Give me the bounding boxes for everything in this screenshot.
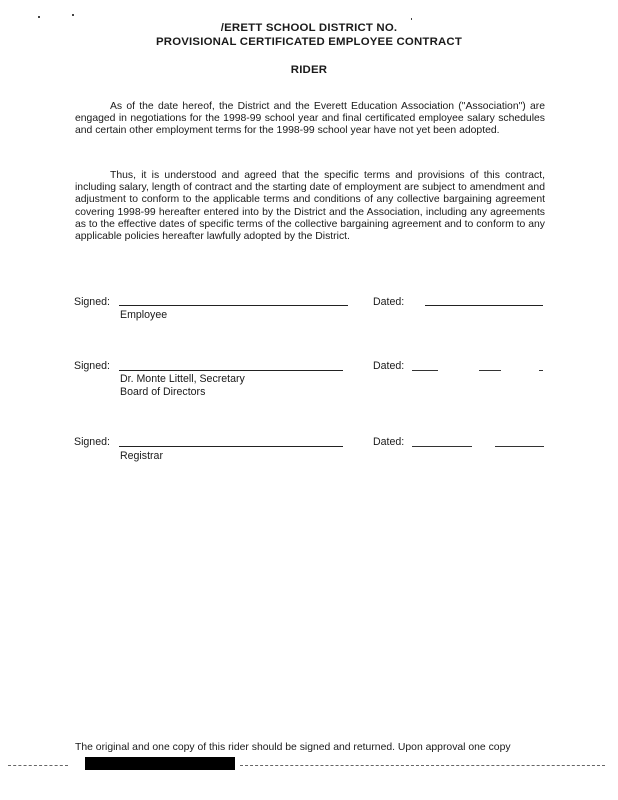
scan-speck <box>38 16 40 18</box>
dated-label: Dated: <box>373 296 405 308</box>
rider-heading: RIDER <box>290 64 328 76</box>
date-line-segment <box>479 370 501 371</box>
date-line-segment <box>495 446 544 447</box>
secretary-signer-org: Board of Directors <box>120 386 206 398</box>
signed-label: Signed: <box>74 360 110 372</box>
registrar-signer-title: Registrar <box>120 450 163 462</box>
date-line-segment <box>412 370 438 371</box>
employee-signature-line[interactable] <box>119 305 348 306</box>
district-title: /ERETT SCHOOL DISTRICT NO. <box>220 22 398 34</box>
scan-speck <box>72 14 74 16</box>
date-line-segment <box>412 446 472 447</box>
date-line-segment <box>539 370 543 371</box>
registrar-signature-line[interactable] <box>119 446 343 447</box>
scan-speck <box>411 18 412 20</box>
contract-title: PROVISIONAL CERTIFICATED EMPLOYEE CONTRACT <box>155 36 463 48</box>
dated-label: Dated: <box>373 436 405 448</box>
footer-instructions: The original and one copy of this rider should be signed and returned. Upon approval one copy <box>75 742 511 753</box>
scan-edge-artifact <box>240 765 605 766</box>
employee-date-line[interactable] <box>425 305 543 306</box>
secretary-signature-line[interactable] <box>119 370 343 371</box>
signed-label: Signed: <box>74 436 110 448</box>
secretary-signer-title: Dr. Monte Littell, Secretary <box>120 373 245 385</box>
dated-label: Dated: <box>373 360 405 372</box>
scan-edge-artifact <box>8 765 68 766</box>
signed-label: Signed: <box>74 296 110 308</box>
terms-paragraph: Thus, it is understood and agreed that the specific terms and provisions of this contract, including salary, length of contract and the starting date of employment are subject to amendment and adjustment to conform to the applicable terms and conditions of any collective bargaining agreement covering 1998-99 hereafter entered into by the District and the Association, including any agreements as to the effective dates of specific terms of the collective bargaining agreement and to conform to any applicable policies hereafter lawfully adopted by the District. <box>75 170 545 243</box>
employee-signer-title: Employee <box>120 309 168 321</box>
negotiation-paragraph: As of the date hereof, the District and the Everett Education Association ("Association") are engaged in negotiations for the 1998-99 school year and final certificated employee salary schedules and certain other employment terms for the 1998-99 school year have not yet been adopted. <box>75 101 545 137</box>
redaction-bar <box>85 757 235 770</box>
